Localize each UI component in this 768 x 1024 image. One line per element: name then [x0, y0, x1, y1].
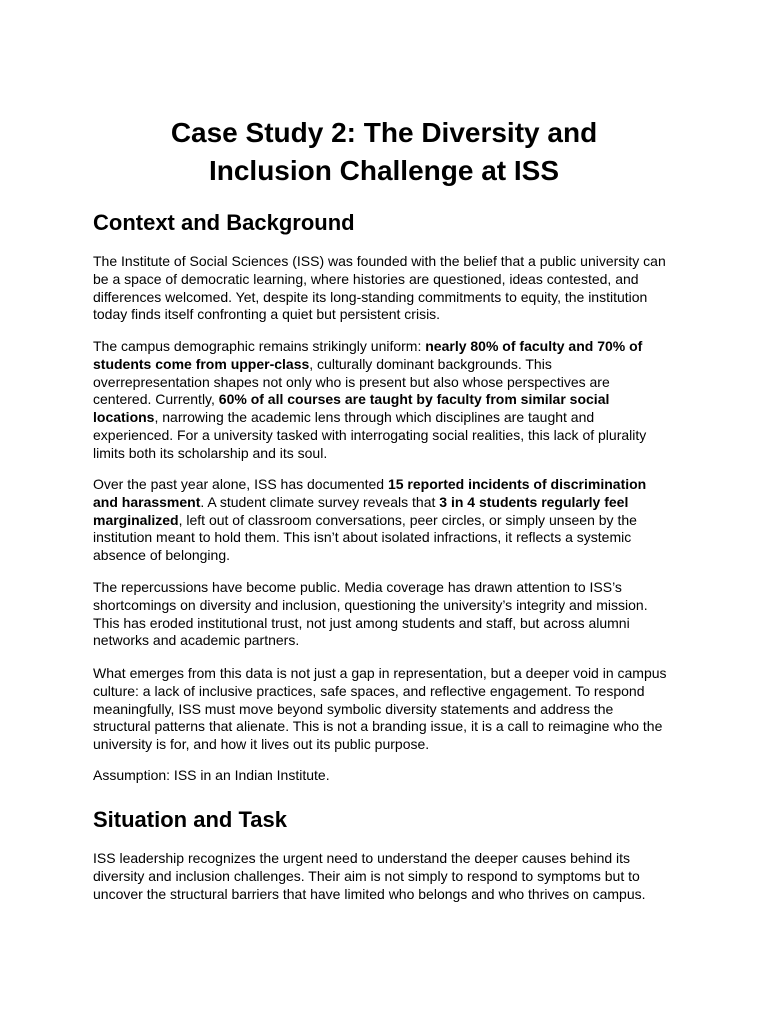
- text-run: experienced. For a university tasked with interrogating social realities, this lack of plurality: [93, 426, 647, 443]
- text-run: absence of belonging.: [93, 547, 230, 564]
- text-run: diversity and inclusion challenges. Their aim is not simply to respond to symptoms but to: [93, 867, 640, 884]
- paragraph: [93, 850, 693, 903]
- paragraph: [93, 253, 693, 324]
- text-line: [93, 547, 693, 565]
- text-line: [93, 615, 693, 633]
- text-run: today finds itself confronting a quiet but persistent crisis.: [93, 306, 441, 323]
- text-line: [93, 579, 693, 597]
- text-line: [93, 476, 693, 494]
- bold-text-run: nearly 80% of faculty and 70% of: [425, 338, 643, 354]
- text-line: [93, 886, 693, 904]
- text-line: [93, 718, 693, 736]
- paragraph: [93, 579, 693, 650]
- text-run: Assumption: ISS in an Indian Institute.: [93, 767, 330, 783]
- text-run: The repercussions have become public. Media coverage has drawn attention to ISS’s: [93, 579, 622, 595]
- text-run: , culturally dominant backgrounds. This: [309, 355, 552, 372]
- text-run: differences welcomed. Yet, despite its long-standing commitments to equity, the institution: [93, 288, 648, 305]
- text-run: meaningfully, ISS must move beyond symbolic diversity statements and address the: [93, 700, 614, 717]
- text-line: [93, 632, 693, 650]
- text-run: , left out of classroom conversations, peer circles, or simply unseen by the: [178, 511, 637, 528]
- text-run: university is for, and how it lives out its public purpose.: [93, 736, 430, 753]
- text-run: shortcomings on diversity and inclusion, questioning the university’s integrity and mission.: [93, 596, 648, 613]
- paragraph: [93, 338, 693, 463]
- text-run: uncover the structural barriers that have limited who belongs and who thrives on campus.: [93, 885, 646, 902]
- text-line: [93, 338, 693, 356]
- text-line: [93, 683, 693, 701]
- text-line: [93, 253, 693, 271]
- text-run: overrepresentation shapes not only who is present but also whose perspectives are: [93, 373, 610, 390]
- paragraph: [93, 476, 693, 565]
- text-line: [93, 736, 693, 754]
- document-title-line: Inclusion Challenge at ISS: [208, 155, 560, 186]
- text-line: [93, 374, 693, 392]
- text-line: [93, 512, 693, 530]
- text-run: This has eroded institutional trust, not just among students and staff, but across alumni: [93, 614, 630, 631]
- text-run: networks and academic partners.: [93, 632, 300, 649]
- bold-text-run: students come from upper-class: [93, 355, 310, 372]
- text-line: [93, 445, 693, 463]
- text-run: The Institute of Social Sciences (ISS) was founded with the belief that a public university can: [93, 253, 666, 269]
- text-line: [93, 665, 693, 683]
- paragraph: [93, 665, 693, 754]
- text-line: [93, 868, 693, 886]
- text-line: [93, 391, 693, 409]
- text-line: [93, 767, 693, 785]
- text-run: be a space of democratic learning, where histories are questioned, ideas contested, and: [93, 270, 639, 287]
- bold-text-run: and harassment: [93, 493, 201, 510]
- section-heading-context-and-background: Context and Background: [93, 210, 355, 235]
- text-line: [93, 356, 693, 374]
- text-run: , narrowing the academic lens through which disciplines are taught and: [154, 409, 595, 426]
- text-run: structural patterns that alienate. This is not a branding issue, it is a call to reimagine who the: [93, 718, 663, 735]
- bold-text-run: locations: [93, 409, 155, 426]
- bold-text-run: 3 in 4 students regularly feel: [439, 493, 629, 510]
- bold-text-run: marginalized: [93, 511, 179, 528]
- text-line: [93, 529, 693, 547]
- text-run: Over the past year alone, ISS has documented: [93, 476, 388, 492]
- paragraph: [93, 767, 693, 785]
- bold-text-run: 15 reported incidents of discrimination: [387, 476, 647, 492]
- text-line: [93, 289, 693, 307]
- section-heading-situation-and-task: Situation and Task: [93, 807, 287, 832]
- text-line: [93, 271, 693, 289]
- text-line: [93, 701, 693, 719]
- text-line: [93, 494, 693, 512]
- text-run: centered. Currently,: [93, 391, 219, 408]
- document-title: [60, 114, 708, 190]
- text-run: . A student climate survey reveals that: [200, 493, 440, 510]
- text-run: The campus demographic remains strikingly uniform:: [93, 338, 426, 354]
- text-line: [93, 597, 693, 615]
- text-run: limits both its scholarship and its soul.: [93, 444, 328, 461]
- text-line: [93, 409, 693, 427]
- text-run: institution meant to hold them. This isn’t about isolated infractions, it reflects a systemic: [93, 529, 632, 546]
- text-run: What emerges from this data is not just a gap in representation, but a deeper void in campus: [93, 665, 667, 681]
- document-title-line: Case Study 2: The Diversity and: [170, 117, 598, 148]
- text-line: [93, 850, 693, 868]
- text-run: culture: a lack of inclusive practices, safe spaces, and reflective engagement. To respond: [93, 682, 645, 699]
- text-line: [93, 306, 693, 324]
- text-line: [93, 427, 693, 445]
- text-run: ISS leadership recognizes the urgent need to understand the deeper causes behind its: [93, 850, 631, 866]
- bold-text-run: 60% of all courses are taught by faculty from similar social: [218, 391, 610, 408]
